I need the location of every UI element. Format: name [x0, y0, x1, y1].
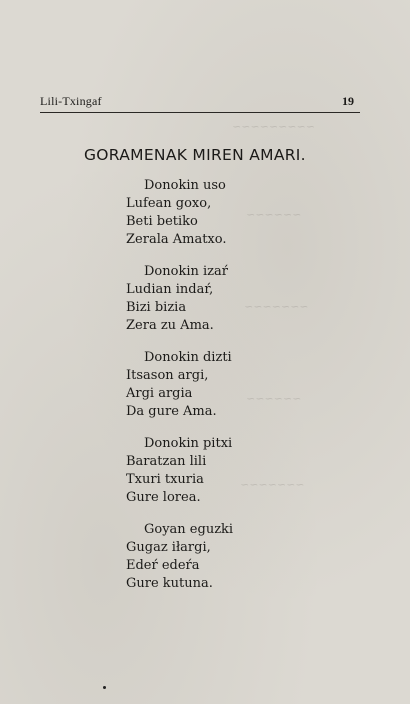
- page-header: [40, 94, 360, 114]
- verse-line: Gugaz iłargi,: [126, 540, 211, 555]
- verse-line: Beti betiko: [126, 214, 198, 229]
- running-head: Lili-Txingaf: [40, 94, 102, 108]
- verse-line: Txuri txuria: [126, 472, 204, 487]
- verse-line: Ludian indaŕ,: [126, 282, 214, 297]
- bleed-through: ~~~~~~~: [244, 300, 309, 313]
- bleed-through: ~~~~~~: [246, 208, 302, 221]
- verse-line: Gure lorea.: [126, 490, 201, 505]
- verse-line: Goyan eguzki: [144, 522, 234, 537]
- stanza-3: [126, 349, 276, 421]
- verse-line: Donokin dizti: [144, 350, 232, 365]
- bleed-through: ~~~~~~~~~: [232, 120, 315, 133]
- bleed-through: ~~~~~~~: [240, 478, 305, 491]
- verse-line: Edeŕ edeŕa: [126, 558, 200, 573]
- poem-title: GORAMENAK MIREN AMARI.: [84, 146, 306, 164]
- header-rule: [40, 112, 360, 113]
- verse-line: Da gure Ama.: [126, 404, 217, 419]
- verse-line: Itsason argi,: [126, 368, 209, 383]
- verse-line: Lufean goxo,: [126, 196, 212, 211]
- verse-line: Baratzan lili: [126, 454, 207, 469]
- verse-line: Zerala Amatxo.: [126, 232, 227, 247]
- verse-line: Bizi bizia: [126, 300, 187, 315]
- stanza-5: [126, 521, 276, 593]
- page-number: 19: [342, 94, 354, 108]
- bleed-through: ~~~~~~: [246, 392, 302, 405]
- verse-line: Donokin uso: [144, 178, 226, 193]
- verse-line: Argi argia: [126, 386, 193, 401]
- stanza-2: [126, 263, 276, 335]
- ink-speck: [103, 686, 106, 689]
- verse-line: Donokin pitxi: [144, 436, 233, 451]
- verse-line: Zera zu Ama.: [126, 318, 214, 333]
- verse-line: Gure kutuna.: [126, 576, 213, 591]
- stanza-1: [126, 177, 276, 249]
- stanza-4: [126, 435, 276, 507]
- verse-line: Donokin izaŕ: [144, 264, 228, 279]
